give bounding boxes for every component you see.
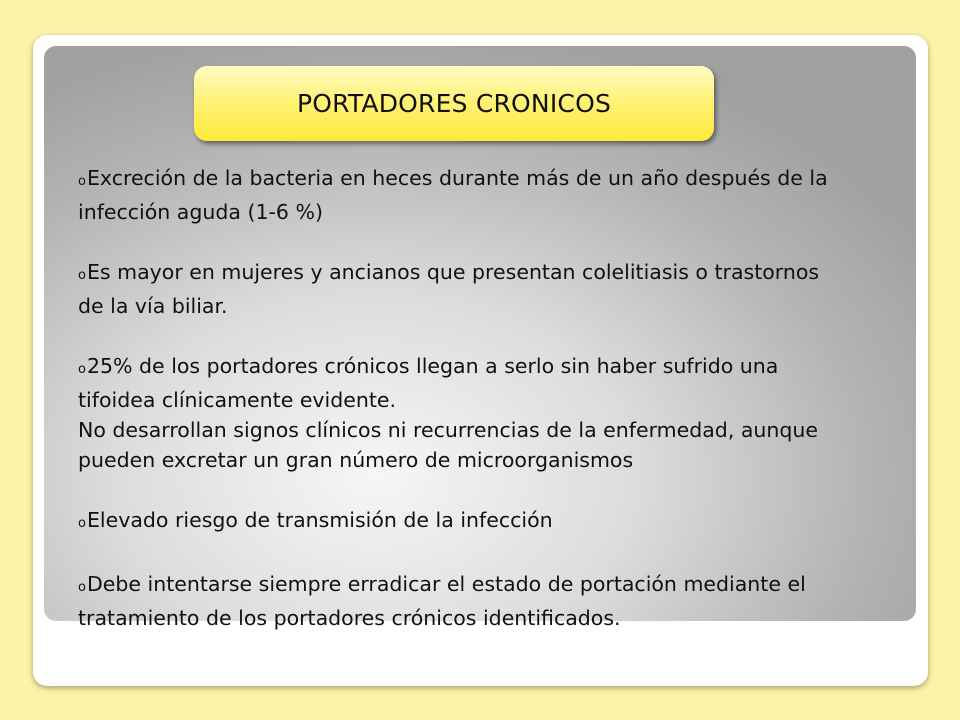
- bullet-item: [78, 569, 838, 633]
- bullet-item: [78, 351, 838, 415]
- bullet-marker: o: [78, 268, 86, 283]
- bullet-continuation: No desarrollan signos clínicos ni recurrencias de la enfermedad, aunque pueden excretar un gran número de microorganismos: [78, 418, 819, 472]
- bullet-item: [78, 505, 838, 539]
- bullet-text: Es mayor en mujeres y ancianos que presentan colelitiasis o trastornos de la vía biliar.: [78, 260, 820, 318]
- slide-title: [194, 66, 714, 141]
- bullet-item: [78, 257, 838, 321]
- bullet-text: Debe intentarse siempre erradicar el estado de portación mediante el tratamiento de los portadores crónicos identificados.: [78, 572, 806, 630]
- bullet-text: Elevado riesgo de transmisión de la infección: [86, 508, 553, 532]
- bullet-marker: o: [78, 174, 86, 189]
- bullet-text: Excreción de la bacteria en heces durante más de un año después de la infección aguda (1-6 %): [78, 166, 828, 224]
- bullet-text: 25% de los portadores crónicos llegan a serlo sin haber sufrido una tifoidea clínicamente evidente.: [78, 354, 779, 412]
- bullet-marker: o: [78, 580, 86, 595]
- bullet-marker: o: [78, 516, 86, 531]
- bullet-marker: o: [78, 362, 86, 377]
- bullet-item: [78, 163, 838, 227]
- bullet-list: [78, 163, 838, 633]
- slide-title-text: PORTADORES CRONICOS: [296, 89, 612, 118]
